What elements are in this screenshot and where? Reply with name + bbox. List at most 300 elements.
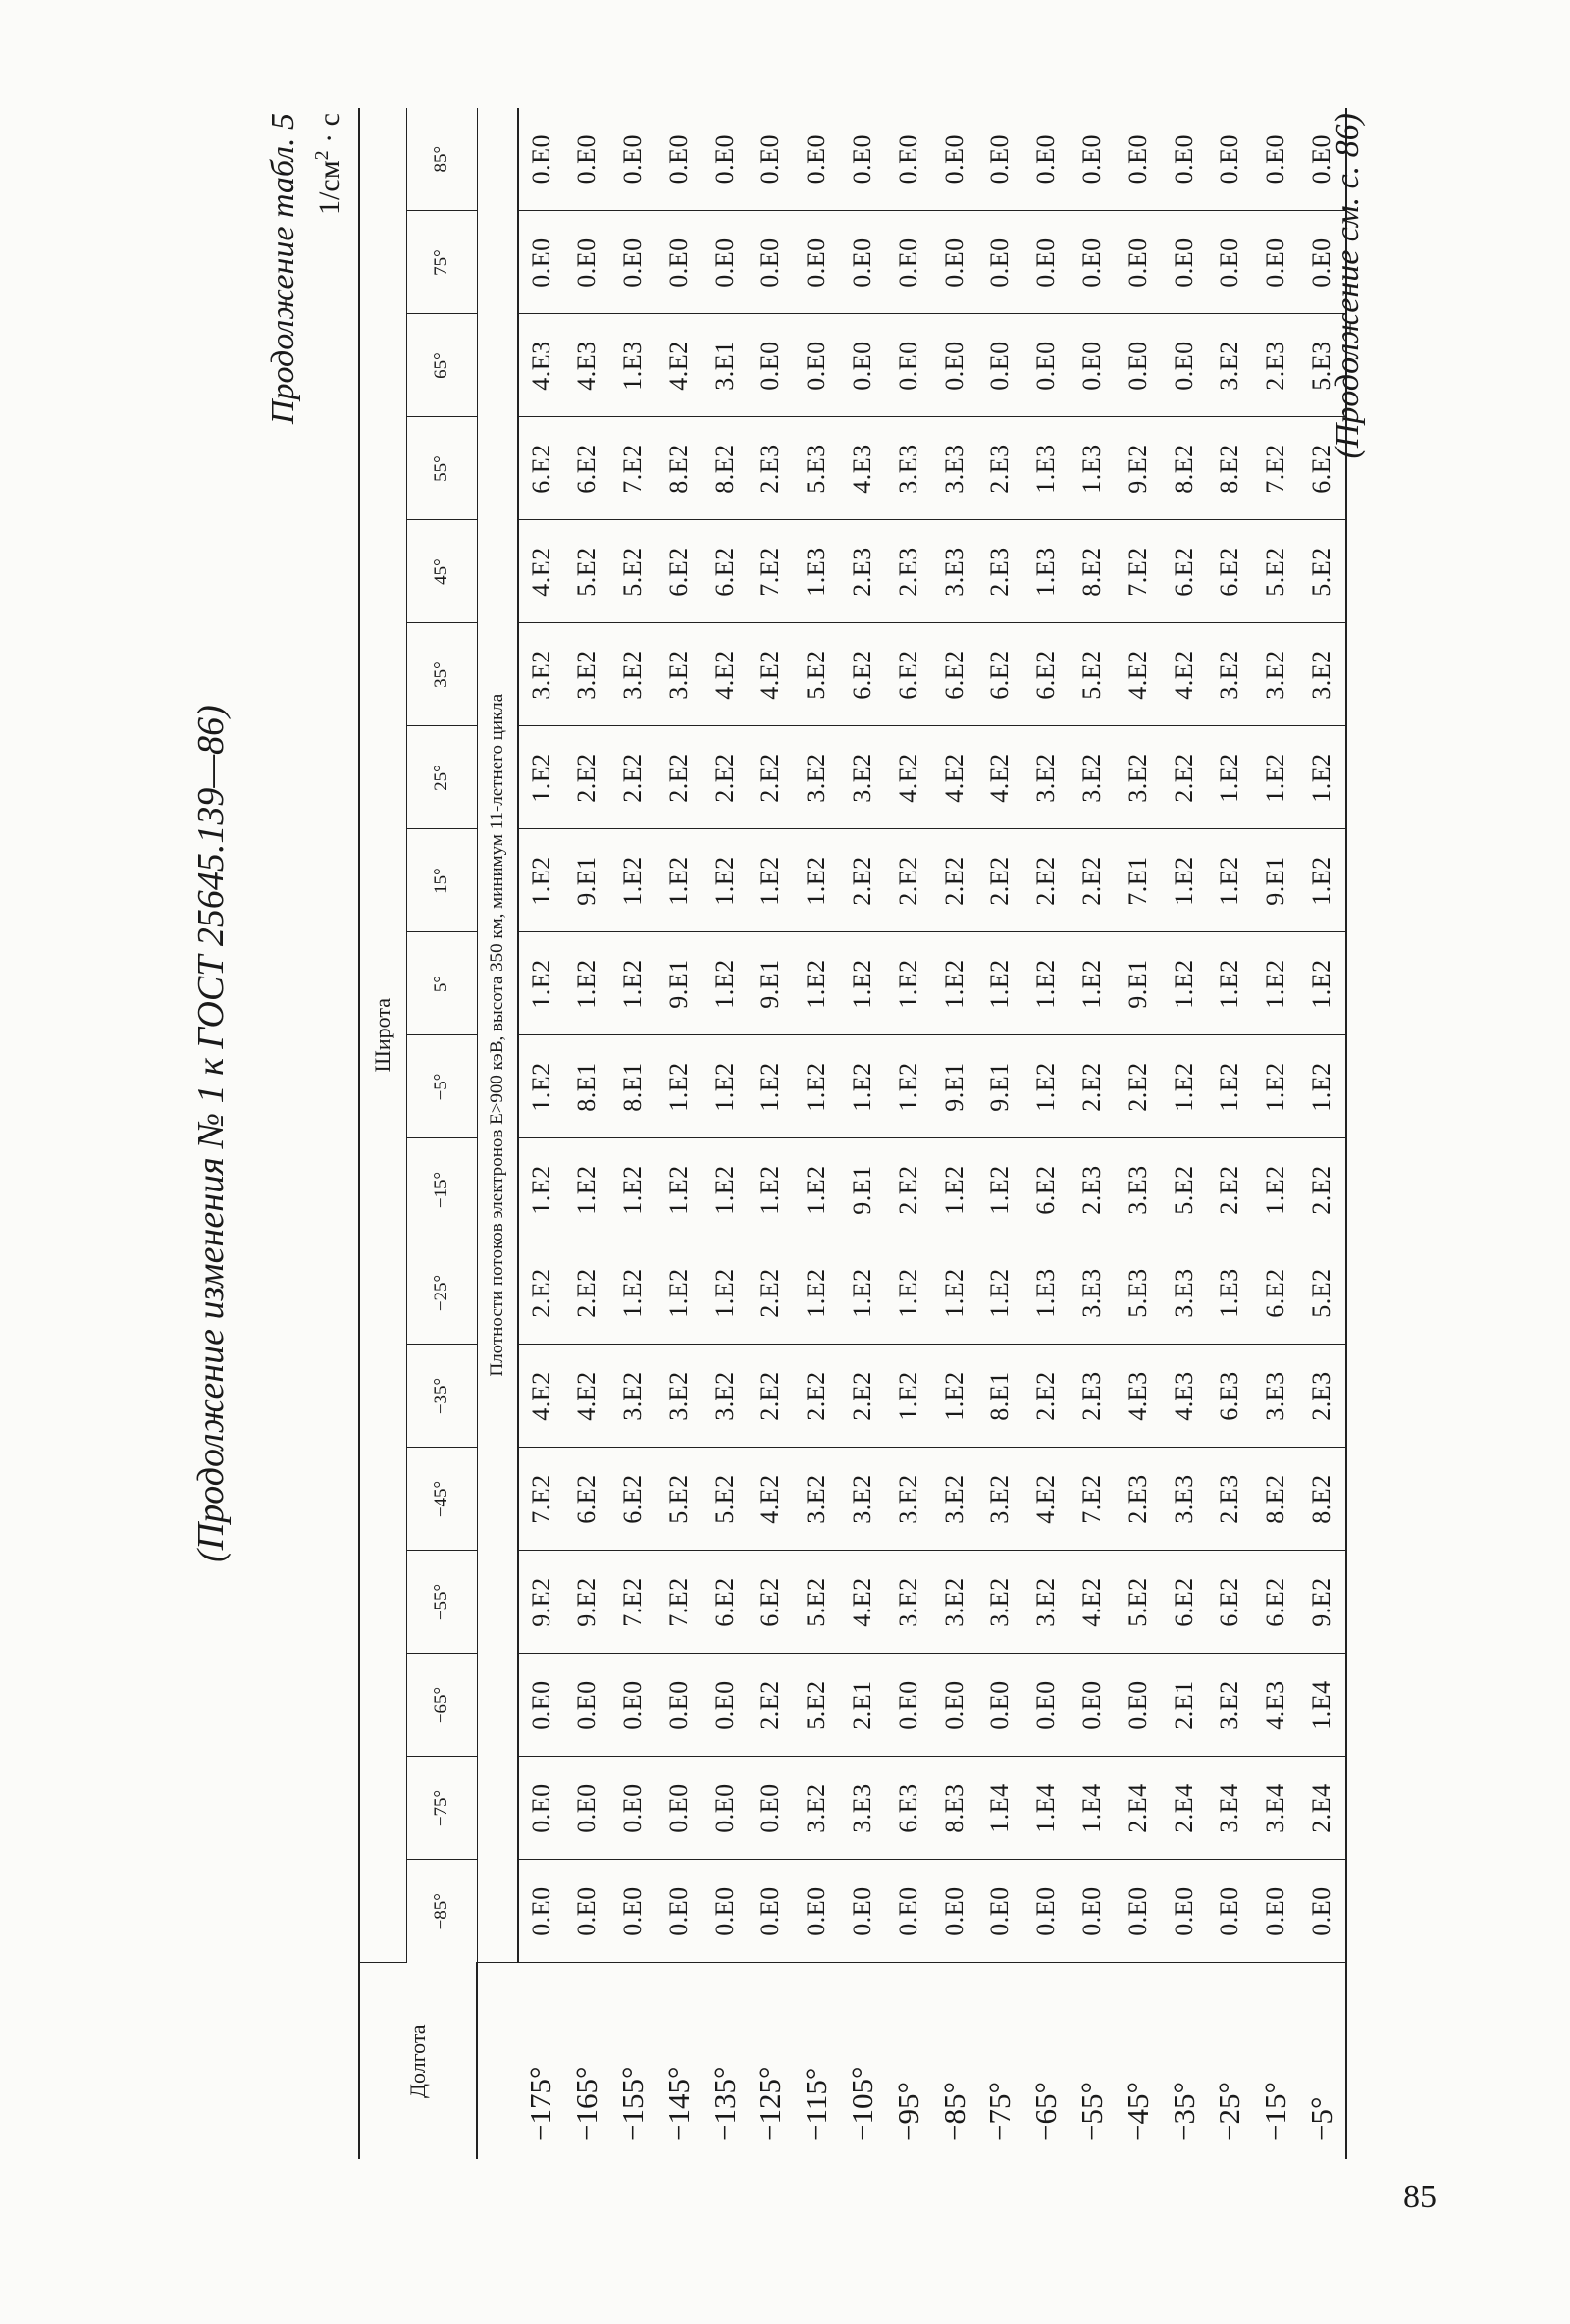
flux-value-cell: 2.E2 — [840, 829, 886, 932]
flux-value-cell: 1.E2 — [1299, 932, 1346, 1035]
flux-value-cell: 2.E3 — [977, 520, 1023, 623]
longitude-header: Долгота — [359, 1963, 477, 2159]
flux-value-cell: 9.E1 — [1116, 932, 1162, 1035]
flux-value-cell: 8.E2 — [1299, 1448, 1346, 1551]
flux-value-cell: 5.E2 — [1162, 1138, 1208, 1241]
flux-value-cell: 0.E0 — [1162, 108, 1208, 211]
longitude-cell: −85° — [936, 2082, 971, 2141]
flux-value-cell: 1.E4 — [1299, 1654, 1346, 1757]
flux-value-cell: 0.E0 — [794, 1860, 840, 1963]
document-title: (Продолжение изменения № 1 к ГОСТ 25645.139—86) — [190, 705, 232, 1562]
flux-value-cell: 6.E2 — [1253, 1241, 1299, 1345]
flux-value-cell: 3.E2 — [794, 1448, 840, 1551]
flux-value-cell: 3.E3 — [886, 417, 932, 520]
flux-value-cell: 0.E0 — [1116, 211, 1162, 314]
table-row — [703, 108, 749, 2159]
flux-value-cell: 2.E2 — [610, 726, 656, 829]
flux-value-cell: 1.E2 — [748, 829, 794, 932]
flux-value-cell: 1.E2 — [932, 1345, 978, 1448]
flux-value-cell: 2.E3 — [977, 417, 1023, 520]
longitude-cell: −125° — [753, 2066, 788, 2141]
flux-value-cell: 5.E2 — [1253, 520, 1299, 623]
longitude-cell: −35° — [1166, 2082, 1201, 2141]
flux-value-cell: 0.E0 — [840, 1860, 886, 1963]
flux-value-cell: 9.E1 — [840, 1138, 886, 1241]
flux-value-cell: 0.E0 — [932, 1860, 978, 1963]
longitude-cell: −75° — [982, 2082, 1018, 2141]
flux-value-cell: 0.E0 — [748, 211, 794, 314]
flux-value-cell: 0.E0 — [886, 314, 932, 417]
flux-value-cell: 3.E3 — [932, 417, 978, 520]
flux-value-cell: 6.E2 — [1207, 1551, 1253, 1654]
flux-value-cell: 1.E2 — [794, 1241, 840, 1345]
flux-value-cell: 4.E2 — [1070, 1551, 1116, 1654]
flux-value-cell: 2.E2 — [977, 829, 1023, 932]
flux-value-cell: 3.E2 — [794, 1757, 840, 1860]
latitude-col-header: −85° — [406, 1860, 477, 1963]
latitude-col-header: 85° — [406, 108, 477, 211]
flux-value-cell: 4.E3 — [518, 314, 565, 417]
flux-value-cell: 0.E0 — [977, 1654, 1023, 1757]
flux-value-cell: 1.E2 — [1299, 829, 1346, 932]
flux-value-cell: 1.E2 — [840, 1241, 886, 1345]
flux-value-cell: 6.E2 — [518, 417, 565, 520]
flux-value-cell: 8.E2 — [703, 417, 749, 520]
flux-value-cell: 0.E0 — [610, 108, 656, 211]
flux-value-cell: 9.E1 — [932, 1035, 978, 1138]
flux-value-cell: 0.E0 — [1162, 211, 1208, 314]
flux-value-cell: 0.E0 — [564, 108, 610, 211]
flux-value-cell: 5.E2 — [794, 1654, 840, 1757]
latitude-col-header: −75° — [406, 1757, 477, 1860]
flux-value-cell: 0.E0 — [703, 1860, 749, 1963]
flux-value-cell: 0.E0 — [1299, 1860, 1346, 1963]
flux-value-cell: 0.E0 — [932, 108, 978, 211]
flux-value-cell: 0.E0 — [703, 211, 749, 314]
flux-value-cell: 0.E0 — [656, 1654, 703, 1757]
flux-value-cell: 0.E0 — [1207, 108, 1253, 211]
flux-value-cell: 1.E2 — [794, 829, 840, 932]
table-row — [748, 108, 794, 2159]
flux-value-cell: 7.E2 — [1116, 520, 1162, 623]
flux-value-cell: 1.E2 — [518, 726, 565, 829]
flux-value-cell: 2.E2 — [886, 1138, 932, 1241]
unit-prefix: 1/см — [313, 160, 345, 215]
flux-value-cell: 0.E0 — [1253, 108, 1299, 211]
flux-value-cell: 6.E2 — [610, 1448, 656, 1551]
flux-value-cell: 1.E3 — [1023, 417, 1070, 520]
flux-value-cell: 9.E1 — [748, 932, 794, 1035]
table-row — [1116, 108, 1162, 2159]
flux-value-cell: 8.E2 — [1162, 417, 1208, 520]
flux-value-cell: 3.E2 — [932, 1448, 978, 1551]
flux-value-cell: 7.E2 — [1253, 417, 1299, 520]
flux-value-cell: 1.E2 — [1070, 932, 1116, 1035]
flux-value-cell: 8.E2 — [1207, 417, 1253, 520]
flux-value-cell: 0.E0 — [794, 108, 840, 211]
flux-value-cell: 0.E0 — [886, 108, 932, 211]
flux-value-cell: 1.E2 — [610, 1241, 656, 1345]
longitude-cell: −95° — [890, 2082, 925, 2141]
flux-value-cell: 1.E2 — [1207, 726, 1253, 829]
flux-value-cell: 1.E3 — [610, 314, 656, 417]
flux-value-cell: 0.E0 — [703, 108, 749, 211]
table-row — [794, 108, 840, 2159]
latitude-col-header: 55° — [406, 417, 477, 520]
flux-value-cell: 1.E4 — [1023, 1757, 1070, 1860]
flux-value-cell: 2.E2 — [1207, 1138, 1253, 1241]
flux-value-cell: 1.E2 — [1253, 932, 1299, 1035]
flux-value-cell: 9.E1 — [977, 1035, 1023, 1138]
flux-value-cell: 9.E1 — [656, 932, 703, 1035]
flux-value-cell: 0.E0 — [656, 1860, 703, 1963]
latitude-col-header: −25° — [406, 1241, 477, 1345]
flux-value-cell: 1.E2 — [1023, 932, 1070, 1035]
flux-value-cell: 1.E2 — [656, 1241, 703, 1345]
flux-value-cell: 0.E0 — [1299, 211, 1346, 314]
flux-value-cell: 1.E2 — [703, 1035, 749, 1138]
table-row — [1207, 108, 1253, 2159]
flux-value-cell: 6.E2 — [703, 1551, 749, 1654]
flux-value-cell: 0.E0 — [1023, 108, 1070, 211]
latitude-col-header: −15° — [406, 1138, 477, 1241]
flux-value-cell: 5.E2 — [794, 1551, 840, 1654]
flux-value-cell: 4.E2 — [748, 1448, 794, 1551]
flux-value-cell: 2.E3 — [840, 520, 886, 623]
flux-value-cell: 3.E2 — [656, 1345, 703, 1448]
flux-value-cell: 3.E2 — [977, 1448, 1023, 1551]
latitude-col-header: 65° — [406, 314, 477, 417]
flux-value-cell: 1.E2 — [610, 829, 656, 932]
flux-value-cell: 0.E0 — [1207, 1860, 1253, 1963]
flux-value-cell: 3.E2 — [1207, 314, 1253, 417]
footer-continuation: (Продолжение см. с. 86) — [1330, 113, 1366, 459]
flux-value-cell: 3.E2 — [564, 623, 610, 726]
flux-value-cell: 1.E2 — [840, 1035, 886, 1138]
flux-value-cell: 3.E2 — [977, 1551, 1023, 1654]
flux-value-cell: 9.E2 — [518, 1551, 565, 1654]
flux-value-cell: 4.E2 — [977, 726, 1023, 829]
latitude-col-header: 25° — [406, 726, 477, 829]
flux-value-cell: 8.E1 — [977, 1345, 1023, 1448]
flux-value-cell: 2.E2 — [1023, 829, 1070, 932]
flux-value-cell: 1.E2 — [518, 932, 565, 1035]
flux-value-cell: 4.E3 — [840, 417, 886, 520]
flux-value-cell: 0.E0 — [1070, 108, 1116, 211]
longitude-cell: −5° — [1299, 1963, 1346, 2159]
flux-value-cell: 1.E2 — [886, 1345, 932, 1448]
flux-value-cell: 1.E2 — [518, 1138, 565, 1241]
flux-value-cell: 2.E3 — [1299, 1345, 1346, 1448]
flux-value-cell: 0.E0 — [1162, 1860, 1208, 1963]
flux-value-cell: 1.E2 — [703, 1241, 749, 1345]
flux-value-cell: 5.E3 — [1116, 1241, 1162, 1345]
flux-value-cell: 1.E2 — [977, 1241, 1023, 1345]
longitude-cell: −25° — [1212, 2082, 1247, 2141]
flux-value-cell: 0.E0 — [794, 314, 840, 417]
flux-value-cell: 2.E3 — [1253, 314, 1299, 417]
flux-value-cell: 6.E2 — [564, 1448, 610, 1551]
flux-value-cell: 1.E2 — [564, 932, 610, 1035]
flux-value-cell: 3.E2 — [1207, 623, 1253, 726]
table-row — [1070, 108, 1116, 2159]
longitude-cell: −15° — [1258, 2082, 1293, 2141]
flux-value-cell: 0.E0 — [932, 1654, 978, 1757]
flux-value-cell: 6.E2 — [1207, 520, 1253, 623]
flux-value-cell: 5.E2 — [1070, 623, 1116, 726]
latitude-col-header: −45° — [406, 1448, 477, 1551]
flux-value-cell: 1.E4 — [1070, 1757, 1116, 1860]
flux-value-cell: 3.E2 — [1207, 1654, 1253, 1757]
flux-value-cell: 0.E0 — [977, 314, 1023, 417]
flux-value-cell: 0.E0 — [1116, 1860, 1162, 1963]
flux-value-cell: 6.E2 — [840, 623, 886, 726]
flux-value-cell: 6.E2 — [748, 1551, 794, 1654]
flux-value-cell: 1.E3 — [1023, 520, 1070, 623]
flux-value-cell: 1.E2 — [1299, 726, 1346, 829]
flux-value-cell: 3.E2 — [610, 623, 656, 726]
flux-value-cell: 1.E2 — [1162, 829, 1208, 932]
latitude-col-header: 15° — [406, 829, 477, 932]
flux-value-cell: 0.E0 — [932, 211, 978, 314]
flux-value-cell: 4.E2 — [564, 1345, 610, 1448]
flux-value-cell: 6.E3 — [886, 1757, 932, 1860]
flux-value-cell: 6.E2 — [703, 520, 749, 623]
flux-value-cell: 0.E0 — [748, 1757, 794, 1860]
flux-value-cell: 4.E3 — [1253, 1654, 1299, 1757]
table-row — [932, 108, 978, 2159]
flux-value-cell: 1.E2 — [1299, 1035, 1346, 1138]
flux-value-cell: 1.E2 — [932, 1241, 978, 1345]
flux-value-cell: 0.E0 — [748, 108, 794, 211]
longitude-cell: −135° — [706, 2066, 742, 2141]
flux-value-cell: 0.E0 — [1116, 1654, 1162, 1757]
flux-value-cell: 0.E0 — [840, 211, 886, 314]
flux-value-cell: 6.E2 — [564, 417, 610, 520]
flux-value-cell: 1.E2 — [1207, 1035, 1253, 1138]
unit-label — [311, 113, 346, 215]
flux-value-cell: 0.E0 — [1023, 314, 1070, 417]
flux-value-cell: 1.E2 — [1253, 726, 1299, 829]
flux-value-cell: 0.E0 — [794, 211, 840, 314]
flux-value-cell: 1.E3 — [1023, 1241, 1070, 1345]
flux-value-cell: 0.E0 — [932, 314, 978, 417]
flux-value-cell: 3.E3 — [1116, 1138, 1162, 1241]
flux-value-cell: 0.E0 — [748, 314, 794, 417]
flux-value-cell: 6.E2 — [1253, 1551, 1299, 1654]
flux-value-cell: 0.E0 — [518, 211, 565, 314]
table-row — [840, 108, 886, 2159]
page-number: 85 — [1403, 2179, 1437, 2215]
flux-value-cell: 3.E3 — [1162, 1448, 1208, 1551]
flux-value-cell: 1.E2 — [1162, 932, 1208, 1035]
latitude-col-header: 5° — [406, 932, 477, 1035]
flux-value-cell: 4.E2 — [518, 520, 565, 623]
flux-value-cell: 0.E0 — [1070, 211, 1116, 314]
flux-value-cell: 3.E2 — [656, 623, 703, 726]
table-continuation-label: Продолжение табл. 5 — [265, 113, 301, 425]
table-row — [610, 108, 656, 2159]
flux-value-cell: 8.E2 — [1070, 520, 1116, 623]
flux-value-cell: 0.E0 — [564, 1654, 610, 1757]
longitude-cell: −65° — [1028, 2082, 1064, 2141]
flux-value-cell: 2.E4 — [1162, 1757, 1208, 1860]
flux-value-cell: 3.E3 — [1070, 1241, 1116, 1345]
flux-value-cell: 4.E2 — [748, 623, 794, 726]
flux-value-cell: 0.E0 — [1162, 314, 1208, 417]
flux-value-cell: 1.E2 — [886, 1035, 932, 1138]
longitude-cell: −115° — [799, 2067, 834, 2141]
flux-value-cell: 3.E3 — [840, 1757, 886, 1860]
flux-value-cell: 5.E2 — [1299, 520, 1346, 623]
flux-value-cell: 1.E2 — [564, 1138, 610, 1241]
flux-value-cell: 6.E2 — [1023, 1138, 1070, 1241]
unit-power: 2 — [311, 150, 333, 161]
flux-value-cell: 1.E2 — [656, 1138, 703, 1241]
flux-value-cell: 3.E4 — [1253, 1757, 1299, 1860]
longitude-cell: −45° — [1120, 2082, 1155, 2141]
flux-value-cell: 7.E2 — [1070, 1448, 1116, 1551]
flux-value-cell: 1.E3 — [794, 520, 840, 623]
flux-value-cell: 7.E2 — [610, 1551, 656, 1654]
table-caption: Плотности потоков электронов E>900 кэВ, высота 350 км, минимум 11-летнего цикла — [477, 108, 518, 1963]
flux-value-cell: 0.E0 — [656, 211, 703, 314]
flux-value-cell: 1.E2 — [748, 1035, 794, 1138]
flux-table-wrapper — [358, 108, 1347, 2159]
flux-value-cell: 3.E2 — [1023, 1551, 1070, 1654]
flux-value-cell: 3.E2 — [703, 1345, 749, 1448]
flux-value-cell: 1.E2 — [1253, 1138, 1299, 1241]
flux-value-cell: 1.E2 — [518, 829, 565, 932]
flux-value-cell: 1.E2 — [703, 829, 749, 932]
flux-value-cell: 1.E2 — [610, 1138, 656, 1241]
flux-value-cell: 0.E0 — [977, 1860, 1023, 1963]
flux-value-cell: 1.E2 — [1207, 829, 1253, 932]
flux-value-cell: 3.E4 — [1207, 1757, 1253, 1860]
table-row — [656, 108, 703, 2159]
flux-value-cell: 2.E2 — [748, 726, 794, 829]
longitude-cell: −145° — [660, 2066, 696, 2141]
table-row — [886, 108, 932, 2159]
flux-value-cell: 6.E2 — [1162, 1551, 1208, 1654]
flux-value-cell: 0.E0 — [886, 1860, 932, 1963]
flux-value-cell: 4.E2 — [1023, 1448, 1070, 1551]
flux-value-cell: 1.E2 — [703, 1138, 749, 1241]
flux-value-cell: 0.E0 — [840, 314, 886, 417]
latitude-col-header: 35° — [406, 623, 477, 726]
flux-value-cell: 2.E3 — [1207, 1448, 1253, 1551]
unit-suffix: · с — [313, 113, 345, 151]
flux-value-cell: 3.E2 — [1116, 726, 1162, 829]
flux-value-cell: 1.E2 — [794, 1138, 840, 1241]
flux-value-cell: 2.E2 — [886, 829, 932, 932]
flux-value-cell: 6.E3 — [1207, 1345, 1253, 1448]
latitude-col-header: −5° — [406, 1035, 477, 1138]
flux-value-cell: 3.E2 — [886, 1551, 932, 1654]
table-row — [977, 108, 1023, 2159]
longitude-cell: −55° — [1074, 2082, 1110, 2141]
flux-value-cell: 0.E0 — [977, 108, 1023, 211]
flux-value-cell: 1.E2 — [610, 932, 656, 1035]
flux-value-cell: 1.E2 — [1207, 932, 1253, 1035]
flux-value-cell: 0.E0 — [518, 1654, 565, 1757]
flux-value-cell: 0.E0 — [1070, 314, 1116, 417]
flux-value-cell: 4.E2 — [518, 1345, 565, 1448]
flux-value-cell: 0.E0 — [610, 1860, 656, 1963]
flux-value-cell: 5.E2 — [610, 520, 656, 623]
flux-value-cell: 0.E0 — [518, 1860, 565, 1963]
flux-value-cell: 0.E0 — [656, 1757, 703, 1860]
flux-value-cell: 0.E0 — [1070, 1860, 1116, 1963]
flux-value-cell: 3.E3 — [932, 520, 978, 623]
flux-value-cell: 8.E1 — [610, 1035, 656, 1138]
flux-value-cell: 6.E2 — [656, 520, 703, 623]
flux-value-cell: 2.E2 — [932, 829, 978, 932]
flux-value-cell: 2.E2 — [656, 726, 703, 829]
flux-value-cell: 0.E0 — [1070, 1654, 1116, 1757]
flux-value-cell: 1.E2 — [1253, 1035, 1299, 1138]
flux-value-cell: 1.E2 — [886, 1241, 932, 1345]
flux-value-cell: 4.E2 — [656, 314, 703, 417]
flux-value-cell: 2.E2 — [748, 1654, 794, 1757]
flux-value-cell: 0.E0 — [886, 1654, 932, 1757]
longitude-cell: −155° — [615, 2066, 651, 2141]
flux-value-cell: 2.E2 — [1162, 726, 1208, 829]
flux-value-cell: 3.E2 — [1299, 623, 1346, 726]
flux-value-cell: 2.E2 — [1116, 1035, 1162, 1138]
flux-value-cell: 1.E2 — [656, 1035, 703, 1138]
flux-value-cell: 5.E2 — [1116, 1551, 1162, 1654]
flux-value-cell: 4.E3 — [1162, 1345, 1208, 1448]
flux-value-cell: 9.E2 — [1116, 417, 1162, 520]
flux-value-cell: 1.E2 — [886, 932, 932, 1035]
flux-value-cell: 0.E0 — [977, 211, 1023, 314]
flux-value-cell: 7.E2 — [518, 1448, 565, 1551]
flux-value-cell: 2.E2 — [794, 1345, 840, 1448]
flux-value-cell: 1.E2 — [748, 1138, 794, 1241]
flux-value-cell: 4.E2 — [932, 726, 978, 829]
flux-value-cell: 2.E1 — [1162, 1654, 1208, 1757]
flux-value-cell: 0.E0 — [564, 1860, 610, 1963]
flux-value-cell: 5.E3 — [1299, 314, 1346, 417]
flux-value-cell: 6.E2 — [1162, 520, 1208, 623]
flux-value-cell: 3.E3 — [1162, 1241, 1208, 1345]
flux-value-cell: 1.E2 — [977, 1138, 1023, 1241]
table-row — [518, 108, 565, 2159]
flux-value-cell: 2.E2 — [564, 1241, 610, 1345]
flux-value-cell: 5.E2 — [656, 1448, 703, 1551]
flux-value-cell: 2.E3 — [1070, 1345, 1116, 1448]
flux-value-cell: 0.E0 — [886, 211, 932, 314]
caption-spacer — [477, 1963, 518, 2159]
flux-value-cell: 2.E3 — [1070, 1138, 1116, 1241]
flux-value-cell: 0.E0 — [703, 1757, 749, 1860]
flux-value-cell: 7.E1 — [1116, 829, 1162, 932]
flux-value-cell: 1.E3 — [1207, 1241, 1253, 1345]
flux-value-cell: 0.E0 — [564, 1757, 610, 1860]
flux-value-cell: 0.E0 — [610, 1654, 656, 1757]
latitude-col-header: 45° — [406, 520, 477, 623]
flux-value-cell: 0.E0 — [1023, 211, 1070, 314]
flux-value-cell: 2.E2 — [1299, 1138, 1346, 1241]
latitude-header: Широта — [359, 108, 406, 1963]
flux-value-cell: 3.E2 — [886, 1448, 932, 1551]
flux-value-cell: 1.E2 — [932, 1138, 978, 1241]
flux-value-cell: 3.E2 — [1023, 726, 1070, 829]
flux-value-cell: 6.E2 — [977, 623, 1023, 726]
flux-value-cell: 2.E2 — [564, 726, 610, 829]
flux-value-cell: 2.E3 — [1116, 1448, 1162, 1551]
